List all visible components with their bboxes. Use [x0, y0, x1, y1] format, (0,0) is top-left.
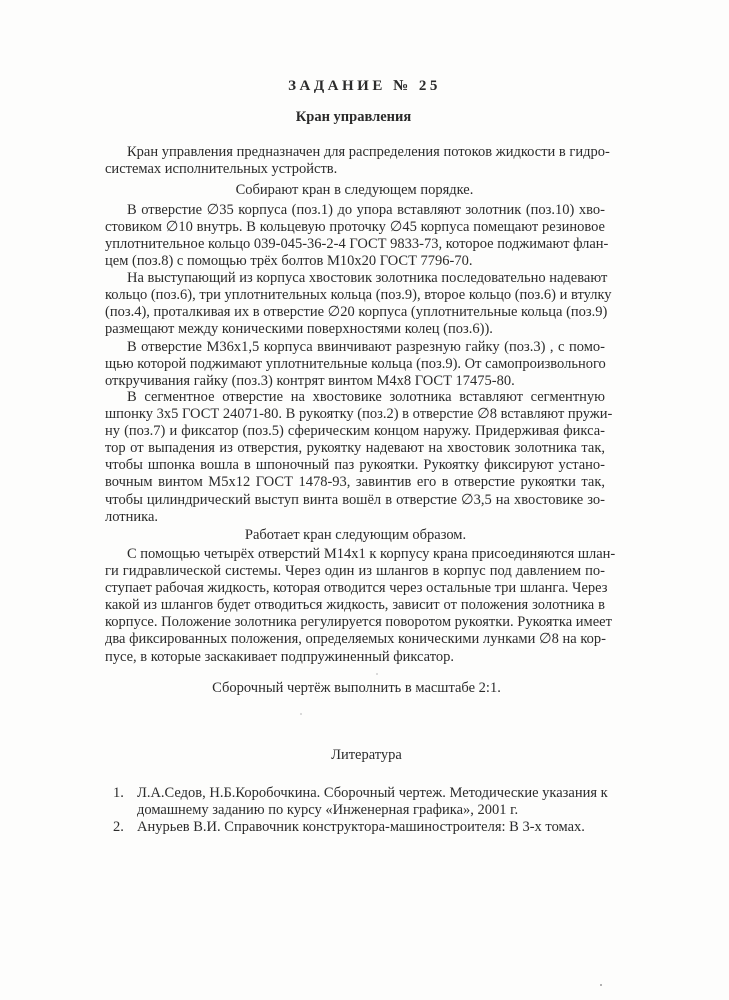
text-line: В сегментное отверстие на хвостовике золотника вставляют сегментную	[127, 389, 605, 405]
text-line: чтобы цилиндрический выступ винта вошёл в отверстие ∅3,5 на хвостовике зо-	[105, 491, 605, 508]
literature-item-text: Анурьев В.И. Справочник конструктора-машиностроителя: В 3-х томах.	[137, 819, 585, 835]
assembly-paragraph-4	[105, 389, 613, 526]
text-line: тор от выпадения из отверстия, рукоятку надевают на хвостовик золотника так,	[105, 440, 605, 457]
literature-heading: Литература	[331, 747, 402, 763]
intro-paragraph	[105, 144, 610, 178]
text-line: чтобы шпонка вошла в шпоночный паз рукоятки. Рукоятку фиксируют устано-	[105, 457, 605, 474]
assembly-paragraph-2	[105, 270, 612, 338]
operation-heading: Работает кран следующим образом.	[244, 527, 467, 543]
text-line: два фиксированных положения, определяемых коническими лунками ∅8 на кор-	[105, 631, 606, 648]
text-line: вочным винтом М5х12 ГОСТ 1478-93, завинтив его в отверстие рукоятки так,	[105, 474, 605, 491]
assembly-paragraph-3	[105, 339, 605, 390]
text-line: шпонку 3х5 ГОСТ 24071-80. В рукоятку (поз.2) в отверстие ∅8 вставляют пружи-	[105, 406, 613, 423]
text-line: цем (поз.8) с помощью трёх болтов М10х20 ГОСТ 7796-70.	[105, 253, 473, 270]
text-line: (поз.4), проталкивая их в отверстие ∅20 корпуса (уплотнительные кольца (поз.9)	[105, 304, 608, 321]
text-line: пусе, в которые заскакивает подпружиненный фиксатор.	[105, 648, 454, 665]
text-line: размещают между коническими поверхностями колец (поз.6)).	[105, 321, 493, 338]
literature-item-number: 1.	[113, 785, 124, 801]
text-line: С помощью четырёх отверстий М14х1 к корпусу крана присоединяются шлан-	[127, 546, 616, 562]
scan-speck	[600, 984, 602, 986]
scan-speck	[376, 673, 378, 675]
operation-paragraph	[105, 546, 616, 666]
literature-item-text: Л.А.Седов, Н.Б.Коробочкина. Сборочный чертеж. Методические указания к	[137, 785, 608, 801]
assembly-heading: Собирают кран в следующем порядке.	[235, 182, 474, 198]
text-line: Кран управления предназначен для распределения потоков жидкости в гидро-	[127, 144, 610, 160]
text-line: какой из шлангов будет отводиться жидкость, зависит от положения золотника в	[105, 597, 605, 614]
literature-list	[113, 785, 633, 836]
scale-note: Сборочный чертёж выполнить в масштабе 2:1.	[212, 680, 501, 696]
text-line: В отверстие ∅35 корпуса (поз.1) до упора вставляют золотник (поз.10) хво-	[127, 202, 605, 218]
assembly-paragraph-1	[105, 202, 609, 270]
text-line: ступает рабочая жидкость, которая отводится через остальные три шланга. Через	[105, 580, 608, 597]
assignment-title: ЗАДАНИЕ № 25	[288, 78, 441, 94]
text-line: откручивания гайку (поз.3) контрят винтом М4х8 ГОСТ 17475-80.	[105, 373, 515, 390]
literature-item	[113, 819, 633, 836]
text-line: уплотнительное кольцо 039-045-36-2-4 ГОСТ 9833-73, которое поджимают флан-	[105, 236, 609, 253]
text-line: ну (поз.7) и фиксатор (поз.5) сферическим концом наружу. Придерживая фикса-	[105, 423, 605, 440]
text-line: корпусе. Положение золотника регулируется поворотом рукоятки. Рукоятка имеет	[105, 614, 612, 631]
text-line: системах исполнительных устройств.	[105, 161, 338, 178]
text-line: стовиком ∅10 внутрь. В кольцевую проточку ∅45 корпуса помещают резиновое	[105, 219, 605, 236]
text-line: На выступающий из корпуса хвостовик золотника последовательно надевают	[127, 270, 608, 286]
assignment-subtitle: Кран управления	[295, 109, 412, 125]
text-line: лотника.	[105, 508, 159, 525]
text-line: щью которой поджимают уплотнительные кольца (поз.9). От самопроизвольного	[105, 356, 606, 373]
literature-item-number: 2.	[113, 819, 124, 835]
literature-item	[113, 785, 633, 819]
text-line: В отверстие М36х1,5 корпуса ввинчивают разрезную гайку (поз.3) , с помо-	[127, 339, 605, 355]
text-line: ги гидравлической системы. Через один из шлангов в корпус под давлением по-	[105, 563, 605, 580]
literature-item-text: домашнему заданию по курсу «Инженерная графика», 2001 г.	[137, 802, 519, 818]
scan-speck	[300, 713, 302, 715]
text-line: кольцо (поз.6), три уплотнительных кольца (поз.9), второе кольцо (поз.6) и втулку	[105, 287, 612, 304]
